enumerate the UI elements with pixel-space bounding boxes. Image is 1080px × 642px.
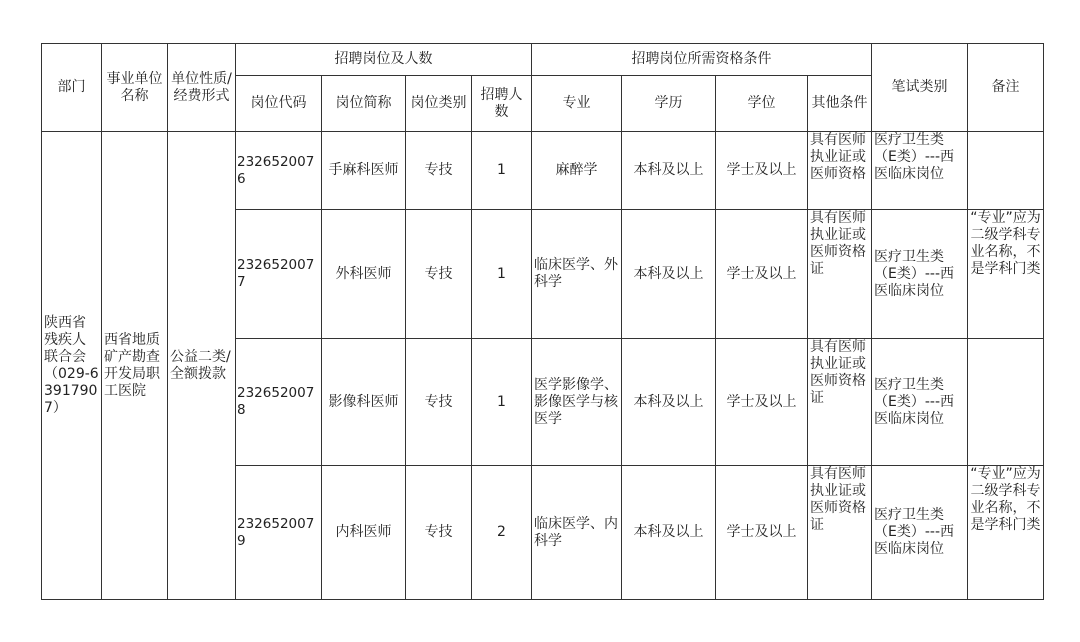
- degree-cell: 学士及以上: [716, 132, 808, 210]
- exam-cell: 医疗卫生类（E类）---西医临床岗位: [872, 339, 968, 466]
- major-cell: 临床医学、外科学: [532, 210, 622, 339]
- header-degree: 学位: [716, 76, 808, 132]
- code-cell: 2326520076: [236, 132, 322, 210]
- recruitment-table: [41, 43, 1044, 600]
- edu-cell: 本科及以上: [622, 132, 716, 210]
- header-remark: 备注: [968, 44, 1044, 132]
- type-cell: 专技: [406, 210, 472, 339]
- name-cell: 手麻科医师: [322, 132, 406, 210]
- code-cell: 2326520079: [236, 466, 322, 600]
- exam-cell: 医疗卫生类（E类）---西医临床岗位: [872, 466, 968, 600]
- edu-cell: 本科及以上: [622, 339, 716, 466]
- header-other: 其他条件: [808, 76, 872, 132]
- degree-cell: 学士及以上: [716, 210, 808, 339]
- header-exam: 笔试类别: [872, 44, 968, 132]
- edu-cell: 本科及以上: [622, 210, 716, 339]
- header-name: 岗位简称: [322, 76, 406, 132]
- other-cell: 具有医师执业证或医师资格证: [808, 210, 872, 339]
- count-cell: 2: [472, 466, 532, 600]
- code-cell: 2326520078: [236, 339, 322, 466]
- remark-cell: [968, 132, 1044, 210]
- degree-cell: 学士及以上: [716, 339, 808, 466]
- header-group-position: 招聘岗位及人数: [236, 44, 532, 76]
- major-cell: 临床医学、内科学: [532, 466, 622, 600]
- header-unit: 事业单位名称: [102, 44, 168, 132]
- header-type: 岗位类别: [406, 76, 472, 132]
- name-cell: 影像科医师: [322, 339, 406, 466]
- exam-cell: 医疗卫生类（E类）---西医临床岗位: [872, 210, 968, 339]
- other-cell: 具有医师执业证或医师资格证: [808, 466, 872, 600]
- table-row: [42, 132, 1044, 210]
- major-cell: 医学影像学、影像医学与核医学: [532, 339, 622, 466]
- count-cell: 1: [472, 210, 532, 339]
- name-cell: 内科医师: [322, 466, 406, 600]
- other-cell: 具有医师执业证或医师资格: [808, 132, 872, 210]
- type-cell: 专技: [406, 466, 472, 600]
- code-cell: 2326520077: [236, 210, 322, 339]
- type-cell: 专技: [406, 339, 472, 466]
- count-cell: 1: [472, 339, 532, 466]
- remark-cell: “专业”应为二级学科专业名称，不是学科门类: [968, 466, 1044, 600]
- name-cell: 外科医师: [322, 210, 406, 339]
- header-edu: 学历: [622, 76, 716, 132]
- header-nature: 单位性质/经费形式: [168, 44, 236, 132]
- nature-cell: 公益二类/全额拨款: [168, 132, 236, 600]
- type-cell: 专技: [406, 132, 472, 210]
- dept-cell: 陕西省残疾人联合会（029-63917907）: [42, 132, 102, 600]
- header-group-qual: 招聘岗位所需资格条件: [532, 44, 872, 76]
- exam-cell: 医疗卫生类（E类）---西医临床岗位: [872, 132, 968, 210]
- degree-cell: 学士及以上: [716, 466, 808, 600]
- header-code: 岗位代码: [236, 76, 322, 132]
- edu-cell: 本科及以上: [622, 466, 716, 600]
- remark-cell: “专业”应为二级学科专业名称，不是学科门类: [968, 210, 1044, 339]
- header-dept: 部门: [42, 44, 102, 132]
- remark-cell: [968, 339, 1044, 466]
- other-cell: 具有医师执业证或医师资格证: [808, 339, 872, 466]
- count-cell: 1: [472, 132, 532, 210]
- header-count: 招聘人数: [472, 76, 532, 132]
- major-cell: 麻醉学: [532, 132, 622, 210]
- unit-cell: 西省地质矿产勘查开发局职工医院: [102, 132, 168, 600]
- header-major: 专业: [532, 76, 622, 132]
